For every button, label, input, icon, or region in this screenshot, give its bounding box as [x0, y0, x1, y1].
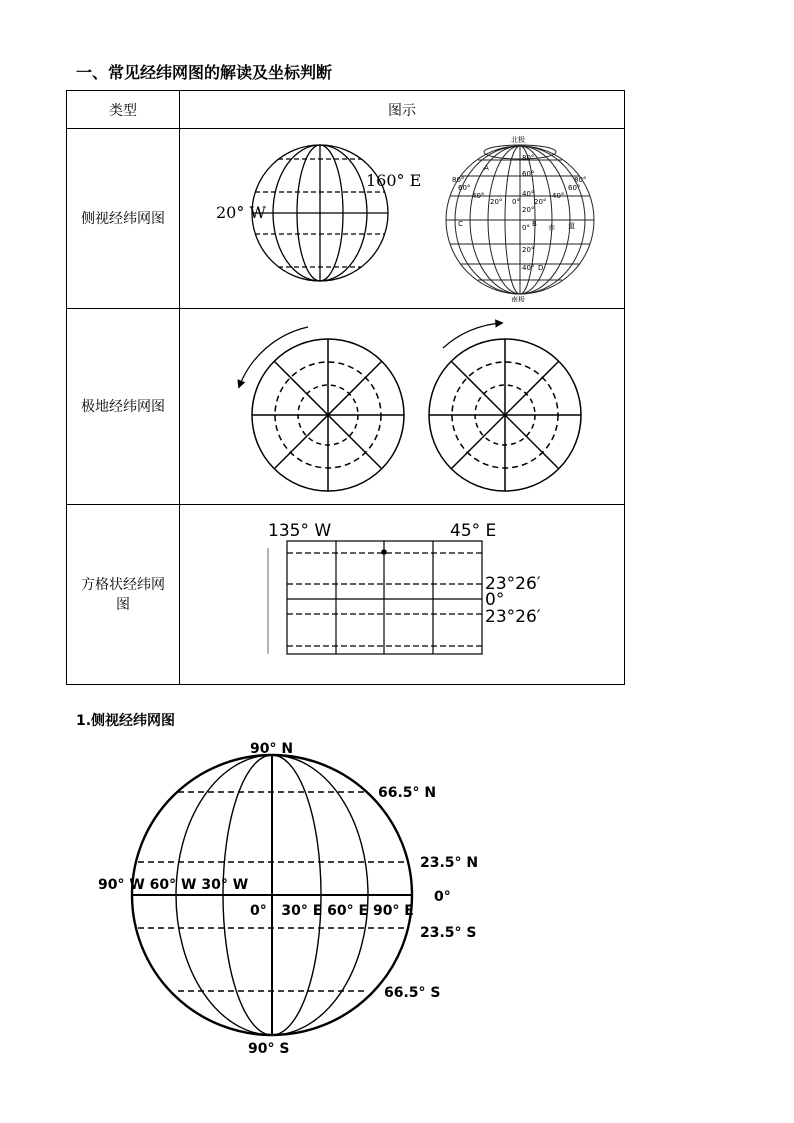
- label-235s: 23.5° S: [420, 925, 477, 941]
- lon-label: 20°: [490, 197, 503, 206]
- side-view-globe-detailed: [446, 145, 594, 294]
- label-equator: 0°: [434, 889, 451, 905]
- lat-label: 20°: [522, 205, 535, 214]
- row-figure-side-view: [180, 129, 625, 309]
- lon-label: 20°: [534, 197, 547, 206]
- label-equator: 0°: [485, 589, 505, 610]
- point-d: D: [538, 263, 544, 272]
- row-figure-grid: [180, 505, 625, 685]
- lon-label: 60°: [458, 183, 471, 192]
- lon-label: 60°: [568, 183, 581, 192]
- lat-label: 40°: [522, 263, 535, 272]
- equator-char: 道: [568, 221, 575, 230]
- label-lat-top: 23°26′: [485, 573, 541, 594]
- point-c: C: [458, 219, 463, 228]
- label-lat-bottom: 23°26′: [485, 606, 541, 627]
- label-90s: 90° S: [248, 1041, 290, 1057]
- label-20w: 20° W: [216, 202, 266, 222]
- label-east-longitudes: 0° 30° E 60° E 90° E: [250, 903, 414, 919]
- subsection-heading: 1.侧视经纬网图: [76, 713, 176, 729]
- col-header-type: 类型: [67, 91, 180, 129]
- equator-char: 赤: [548, 223, 555, 232]
- side-view-globe-small: [252, 145, 388, 281]
- grid-figure: [252, 518, 552, 668]
- polar-figures: [212, 315, 592, 495]
- section-heading: 一、常见经纬网图的解读及坐标判断: [76, 63, 333, 82]
- lon-label: 0°: [512, 197, 520, 206]
- row-figure-polar: [180, 309, 625, 505]
- col-header-figure: 图示: [180, 91, 625, 129]
- label-west-longitudes: 90° W 60° W 30° W: [98, 877, 249, 893]
- side-view-globe-large: [90, 735, 510, 1065]
- label-665n: 66.5° N: [378, 785, 437, 801]
- label-45e: 45° E: [450, 520, 497, 541]
- lat-label: 20°: [522, 245, 535, 254]
- label-160e: 160° E: [366, 170, 422, 190]
- row-type-polar: 极地经纬网图: [67, 309, 180, 505]
- north-pole-label: 北极: [511, 135, 525, 144]
- row-type-side-view: 侧视经纬网图: [67, 129, 180, 309]
- lat-label: 40°: [522, 189, 535, 198]
- row-type-grid: 方格状经纬网图: [67, 505, 180, 685]
- lon-label: 40°: [552, 191, 565, 200]
- point-b: B: [532, 219, 537, 228]
- lon-label: 80°: [452, 175, 465, 184]
- lon-label: 40°: [472, 191, 485, 200]
- lat-label: 0°: [522, 223, 530, 232]
- label-90n: 90° N: [250, 741, 294, 757]
- side-view-figures: [182, 132, 622, 302]
- lon-label: 80°: [574, 175, 587, 184]
- label-665s: 66.5° S: [384, 985, 441, 1001]
- label-235n: 23.5° N: [420, 855, 479, 871]
- lat-label: 60°: [522, 169, 535, 178]
- polar-grid-right: [429, 323, 581, 491]
- label-135w: 135° W: [268, 520, 332, 541]
- polar-grid-left: [239, 327, 404, 491]
- lat-label: 80°: [522, 153, 535, 162]
- point-a: A: [484, 163, 489, 172]
- grid-point: [381, 549, 387, 555]
- graticule-table: [66, 90, 625, 685]
- south-pole-label: 南极: [511, 295, 525, 302]
